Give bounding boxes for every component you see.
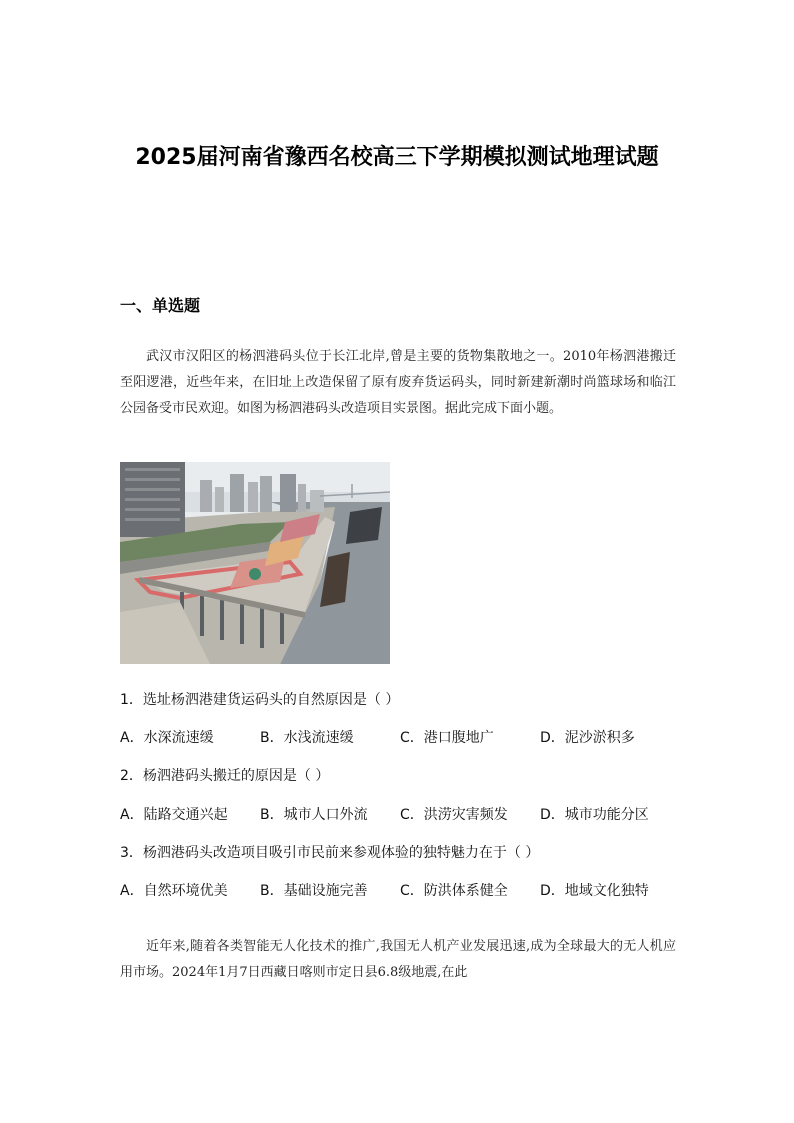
passage-paragraph: 武汉市汉阳区的杨泗港码头位于长江北岸,曾是主要的货物集散地之一。2010年杨泗港搬迁至阳逻港，近些年来，在旧址上改造保留了原有废弃货运码头，同时新建新潮时尚篮球场和临江公园备受市民欢迎。如图为杨泗港码头改造项目实景图。据此完成下面小题。 bbox=[120, 349, 676, 416]
option-b[interactable]: B．基础设施完善 bbox=[260, 883, 368, 899]
document-title: 2025届河南省豫西名校高三下学期模拟测试地理试题 bbox=[135, 145, 659, 170]
option-d[interactable]: D．地域文化独特 bbox=[540, 883, 649, 899]
question-2-stem: 2．杨泗港码头搬迁的原因是（ ） bbox=[120, 768, 330, 784]
option-a[interactable]: A．自然环境优美 bbox=[120, 883, 228, 899]
option-a[interactable]: A．陆路交通兴起 bbox=[120, 807, 228, 823]
option-b[interactable]: B．城市人口外流 bbox=[260, 807, 368, 823]
option-d[interactable]: D．城市功能分区 bbox=[540, 807, 649, 823]
section-heading: 一、单选题 bbox=[120, 296, 201, 315]
question-3-stem: 3．杨泗港码头改造项目吸引市民前来参观体验的独特魅力在于（ ） bbox=[120, 845, 540, 861]
question-1-stem: 1．选址杨泗港建货运码头的自然原因是（ ） bbox=[120, 692, 400, 708]
question-3-options bbox=[120, 880, 680, 900]
pier-photo bbox=[120, 462, 390, 664]
question-1-options bbox=[120, 727, 680, 747]
question-2-options bbox=[120, 804, 680, 824]
option-c[interactable]: C．防洪体系健全 bbox=[400, 883, 508, 899]
option-b[interactable]: B．水浅流速缓 bbox=[260, 730, 354, 746]
option-c[interactable]: C．港口腹地广 bbox=[400, 730, 494, 746]
option-c[interactable]: C．洪涝灾害频发 bbox=[400, 807, 508, 823]
option-d[interactable]: D．泥沙淤积多 bbox=[540, 730, 635, 746]
passage-paragraph-2: 近年来,随着各类智能无人化技术的推广,我国无人机产业发展迅速,成为全球最大的无人机应用市场。2024年1月7日西藏日喀则市定日县6.8级地震,在此 bbox=[120, 939, 676, 980]
option-a[interactable]: A．水深流速缓 bbox=[120, 730, 214, 746]
